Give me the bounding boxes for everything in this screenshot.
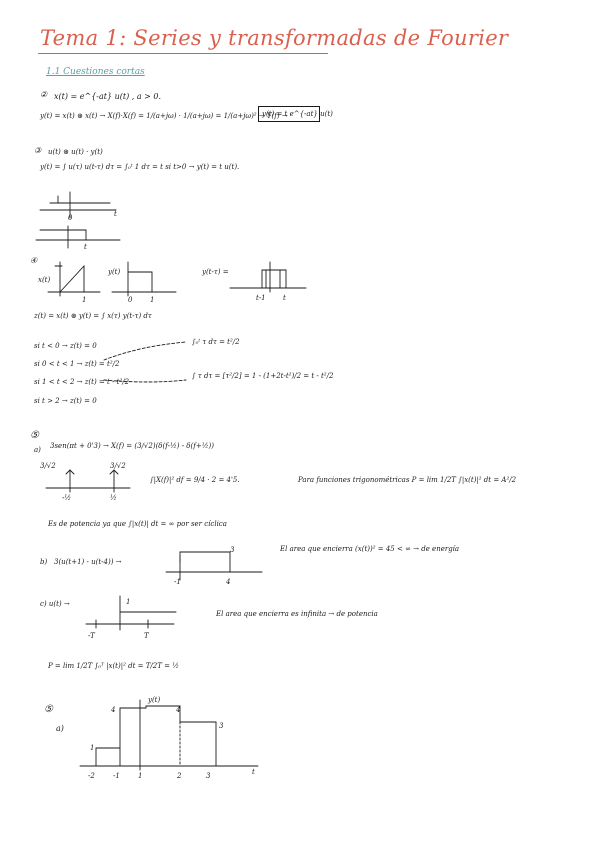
ex5-b-label: b) — [40, 558, 48, 566]
ex4-plot-x — [48, 262, 100, 296]
ex4-number: ④ — [30, 256, 38, 265]
ex5-b-note: El area que encierra (x(t))² = 45 < ∞ → de energía — [280, 545, 460, 553]
ex4-tick-t1: t-1 — [256, 294, 266, 302]
ex6-y-label: y(t) — [148, 696, 161, 704]
ex6-number: ⑤ — [44, 704, 53, 715]
ex3-line1: u(t) ⊛ u(t) · y(t) — [48, 148, 103, 156]
ex4-case1: si t < 0 → z(t) = 0 — [34, 342, 97, 350]
ex5-c-tick-pos: T — [144, 632, 149, 640]
ex5-parseval: ∫|X(f)|² df = 9/4 · 2 = 4'5. — [150, 476, 240, 484]
ex5-spec-pos: ½ — [110, 494, 117, 502]
ex4-tick-0: 0 — [128, 296, 133, 304]
ex4-case3: si 1 < t < 2 → z(t) = t - t²/2 — [34, 378, 130, 386]
ex5-trig-note: Para funciones trigonométricas P = lim 1/2T ∫|x(t)|² dt = A²/2 — [298, 476, 517, 484]
ex5-c-power: P = lim 1/2T ∫₀ᵀ |x(t)|² dt = T/2T = ½ — [48, 662, 179, 670]
ex2-number: ② — [40, 90, 48, 99]
ex3-tick-t: t — [84, 243, 87, 251]
section-subtitle: 1.1 Cuestiones cortas — [46, 67, 145, 77]
ex6-value-1: 1 — [90, 744, 95, 752]
ex3-zero: 0 — [68, 214, 73, 222]
ex5-c-label: c) u(t) → — [40, 600, 70, 608]
ex6-value-3: 3 — [219, 722, 224, 730]
page-title: Tema 1: Series y transformadas de Fourier — [40, 26, 509, 50]
ex6-tick-3: 3 — [206, 772, 211, 780]
ex5-b-tick-neg: -1 — [174, 578, 181, 586]
ex5-spec-left: 3/√2 — [40, 462, 56, 470]
ex4-conv: z(t) = x(t) ⊛ y(t) = ∫ x(τ) y(t-τ) dτ — [34, 312, 152, 320]
ex5-c-note: El area que encierra es infinita → de potencia — [216, 610, 378, 618]
ex2-line1: x(t) = e^{-at} u(t) , a > 0. — [54, 92, 162, 101]
ex6-value-4a: 4 — [111, 706, 116, 714]
ex6-tick-m1: -1 — [113, 772, 120, 780]
ex6-axis-t: t — [252, 768, 255, 776]
ex6-tick-2: 2 — [177, 772, 182, 780]
ex5-power-note: Es de potencia ya que ∫|x(t)| dt = ∞ por ser cíclica — [48, 520, 227, 528]
ex6-tick-m2: -2 — [88, 772, 95, 780]
ex3-plot-u-shifted — [36, 226, 120, 248]
ex3-axis-t: t — [114, 210, 117, 218]
ex4-int1: ∫₀ᵗ τ dτ = t²/2 — [192, 338, 240, 346]
ex2-result: y(t) = t e^{-at} u(t) — [262, 110, 333, 118]
ex6-a-label: a) — [56, 724, 64, 733]
ex5-a-label: a) — [34, 446, 41, 454]
ex2-line2: y(t) = x(t) ⊛ x(t) → X(f)·X(f) = 1/(a+jω) · 1/(a+jω) = 1/(a+jω)² → Y(f) → — [40, 112, 288, 120]
ex4-yshift-label: y(t-τ) = — [202, 268, 229, 276]
ex6-value-4b: 4 — [176, 706, 181, 714]
ex5-a-expr: 3sen(πt + 0'3) → X(f) = (3/√2)(δ(f-½) - δ(f+½)) — [50, 442, 214, 450]
ex4-arrows — [104, 342, 186, 382]
ex5-b-tick-pos: 4 — [226, 578, 231, 586]
ex4-int2: ∫ τ dτ = [τ²/2] = 1 - (1+2t-t²)/2 = t - t²/2 — [192, 372, 334, 380]
ex5-c-tick-neg: -T — [88, 632, 95, 640]
ex6-plot — [80, 700, 258, 770]
ex4-case2: si 0 < t < 1 → z(t) = t²/2 — [34, 360, 120, 368]
ex4-tick-1: 1 — [82, 296, 87, 304]
ex4-plot-y-shift — [230, 262, 306, 292]
ex4-tick-1b: 1 — [150, 296, 155, 304]
ex4-x-label: x(t) — [38, 276, 51, 284]
ex5-spec-neg: -½ — [62, 494, 72, 502]
ex3-line2: y(t) = ∫ u(τ) u(t-τ) dτ = ∫₀ᵗ 1 dτ = t si t>0 → y(t) = t u(t). — [40, 163, 240, 171]
ex5-b-plot — [166, 552, 262, 580]
ex5-c-plot — [86, 596, 176, 630]
ex4-tick-t: t — [283, 294, 286, 302]
ex3-plot-u — [40, 192, 116, 218]
ex5-number: ⑤ — [30, 430, 39, 441]
ex3-number: ③ — [34, 146, 42, 155]
ex4-y-label: y(t) — [108, 268, 121, 276]
ex5-spectrum — [46, 470, 130, 492]
ex6-tick-1: 1 — [138, 772, 143, 780]
ex5-b-value: 3 — [230, 546, 235, 554]
ex5-b-expr: 3(u(t+1) - u(t-4)) → — [54, 558, 122, 566]
ex5-c-value: 1 — [126, 598, 131, 606]
ex4-plot-y — [112, 262, 176, 296]
ex4-case4: si t > 2 → z(t) = 0 — [34, 397, 97, 405]
ex5-spec-right: 3/√2 — [110, 462, 126, 470]
